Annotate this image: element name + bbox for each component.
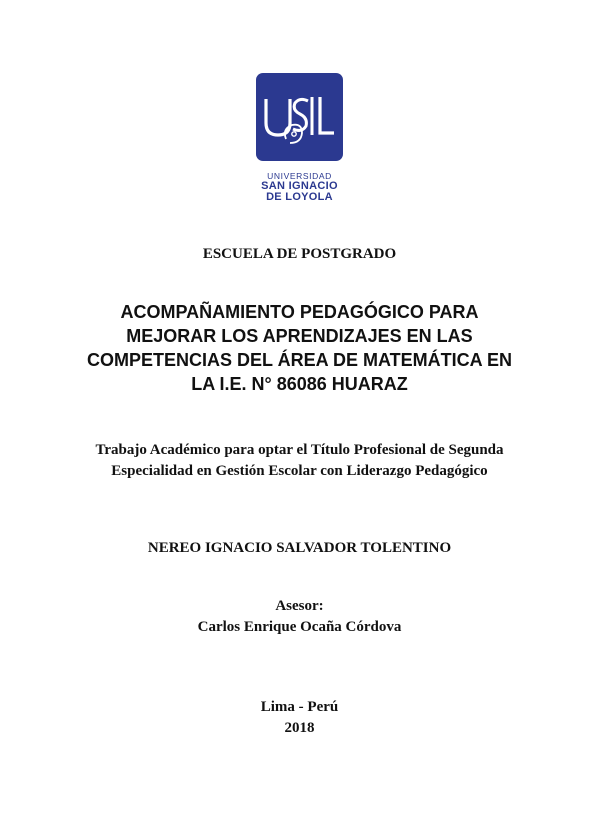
title-line: COMPETENCIAS DEL ÁREA DE MATEMÁTICA EN bbox=[86, 350, 512, 370]
usil-logo-icon bbox=[256, 73, 343, 161]
usil-monogram-icon bbox=[256, 73, 343, 161]
logo-line-de-loyola: DE LOYOLA bbox=[266, 191, 333, 204]
author-name: NEREO IGNACIO SALVADOR TOLENTINO bbox=[147, 540, 452, 556]
subtitle-line: Trabajo Académico para optar el Título Profesional de Segunda bbox=[95, 442, 504, 458]
advisor-block bbox=[0, 596, 599, 638]
title-line: ACOMPAÑAMIENTO PEDAGÓGICO PARA bbox=[120, 302, 479, 322]
thesis-title bbox=[60, 300, 539, 396]
title-line: MEJORAR LOS APRENDIZAJES EN LAS bbox=[126, 326, 473, 346]
advisor-name: Carlos Enrique Ocaña Córdova bbox=[197, 619, 402, 635]
advisor-label: Asesor: bbox=[275, 598, 324, 614]
place-date-block bbox=[0, 697, 599, 739]
logo-line-san-ignacio: SAN IGNACIO bbox=[261, 179, 338, 192]
university-name bbox=[0, 172, 599, 204]
title-line: LA I.E. N° 86086 HUARAZ bbox=[191, 374, 408, 394]
subtitle-line: Especialidad en Gestión Escolar con Liderazgo Pedagógico bbox=[111, 463, 488, 479]
year: 2018 bbox=[284, 720, 315, 736]
degree-description bbox=[40, 440, 559, 482]
logo-line-universidad: UNIVERSIDAD bbox=[267, 171, 332, 181]
city: Lima - Perú bbox=[260, 699, 339, 715]
school-name: ESCUELA DE POSTGRADO bbox=[202, 246, 397, 262]
university-logo bbox=[0, 73, 599, 204]
